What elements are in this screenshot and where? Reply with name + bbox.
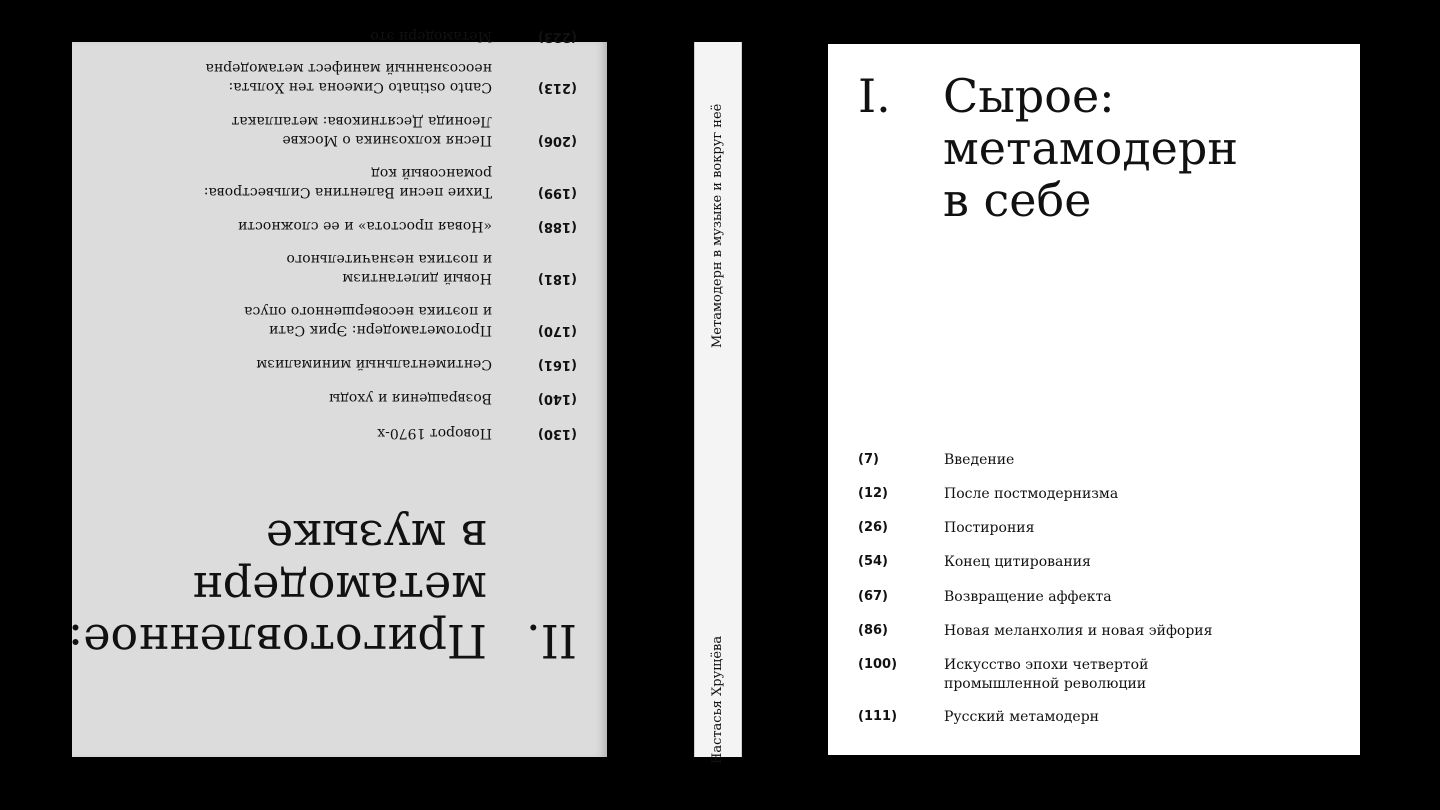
toc-entry-title	[944, 588, 1112, 607]
toc-entry-title	[205, 58, 492, 96]
toc-page-number: (206)	[537, 133, 577, 148]
toc-page-number: (188)	[537, 219, 577, 234]
toc-page-number: (130)	[537, 426, 577, 441]
toc-entry-title	[944, 708, 1099, 727]
toc-page-number: (213)	[537, 80, 577, 95]
toc-entry-line: Леонида Десятникова: метаплакат	[231, 113, 492, 129]
right-title-line: Сырое:	[943, 69, 1115, 123]
toc-page-number: (54)	[858, 554, 888, 569]
spine-author: Настасья Хрущёва	[710, 635, 725, 764]
right-section-title	[943, 70, 1238, 226]
toc-entry-title	[286, 249, 492, 287]
left-section-title	[68, 511, 487, 667]
toc-entry-line: Протометамодерн: Эрик Сати	[268, 322, 492, 338]
back-cover-page	[67, 28, 607, 757]
toc-entry-title	[256, 354, 492, 373]
spine-title: Метамодерн в музыке и вокруг неё	[710, 103, 725, 348]
toc-entry-title	[944, 451, 1014, 470]
left-title-line: метамодерн	[191, 562, 487, 616]
toc-entry-title	[944, 519, 1034, 538]
toc-page-number: (161)	[537, 357, 577, 372]
toc-entry-title	[204, 163, 492, 201]
toc-entry-line: «Новая простота» и ее сложности	[237, 218, 492, 234]
toc-entry-line: Введение	[944, 452, 1015, 468]
toc-page-number: (86)	[858, 623, 888, 638]
toc-entry-title	[232, 111, 492, 149]
toc-entry-line: неосознанный манифест метамодерна	[205, 60, 492, 76]
left-section-number: II.	[526, 614, 577, 668]
left-section-heading	[67, 510, 577, 668]
toc-entry-title	[238, 216, 492, 235]
toc-page-number: (26)	[858, 520, 888, 535]
toc-entry-line: Возвращения и уходы	[329, 390, 492, 406]
right-title-line: метамодерн	[943, 121, 1239, 175]
toc-entry-line: и поэтика несовершенного опуса	[244, 303, 492, 319]
toc-entry-title	[944, 622, 1212, 641]
toc-entry-line: Искусство эпохи четвертой	[944, 657, 1149, 673]
toc-entry-line: Конец цитирования	[944, 554, 1091, 570]
toc-entry-line: Canto ostinato Симеона тен Хольта:	[228, 79, 492, 95]
toc-entry-title	[377, 423, 492, 442]
left-title-line: в музыке	[265, 510, 487, 564]
toc-page-number: (199)	[537, 185, 577, 200]
toc-entry-line: Песня колхозника о Москве	[282, 132, 492, 148]
toc-page-number: (140)	[537, 391, 577, 406]
left-title-line: Приготовленное:	[67, 614, 487, 668]
toc-entry-title	[944, 485, 1118, 504]
toc-entry-line: и поэтика незначительного	[286, 251, 492, 267]
toc-entry-title	[944, 656, 1148, 694]
toc-entry-line: промышленной революции	[944, 676, 1147, 692]
right-section-number: I.	[858, 69, 891, 123]
toc-entry-title	[944, 553, 1091, 572]
toc-entry-line: Постирония	[944, 520, 1035, 536]
toc-page-number: (7)	[858, 452, 879, 467]
front-contents-page	[828, 44, 1360, 755]
toc-page-number: (67)	[858, 589, 888, 604]
toc-page-number: (12)	[858, 486, 888, 501]
toc-page-number: (111)	[858, 709, 898, 724]
toc-page-number: (170)	[537, 323, 577, 338]
book-spine	[694, 42, 742, 764]
toc-entry-line: Новая меланхолия и новая эйфория	[944, 623, 1213, 639]
toc-entry-title	[370, 26, 492, 45]
toc-entry-line: Тихие песни Валентина Сильвестрова:	[203, 184, 492, 200]
toc-entry-line: Новый дилетантизм	[342, 270, 492, 286]
toc-page-number: (100)	[858, 657, 898, 672]
toc-entry-line: Русский метамодерн	[944, 709, 1099, 725]
toc-entry-line: Сентиментальный минимализм	[256, 356, 492, 372]
toc-entry-line: Поворот 1970-х	[377, 425, 492, 441]
toc-entry-line: романсовый код	[371, 165, 492, 181]
toc-page-number: (223)	[537, 29, 577, 44]
toc-entry-line: Метамодерн это	[370, 28, 492, 44]
toc-entry-title	[329, 388, 492, 407]
toc-entry-line: После постмодернизма	[944, 486, 1119, 502]
right-title-line: в себе	[943, 173, 1092, 227]
toc-entry-title	[244, 301, 492, 339]
toc-page-number: (181)	[537, 271, 577, 286]
toc-entry-line: Возвращение аффекта	[944, 589, 1112, 605]
